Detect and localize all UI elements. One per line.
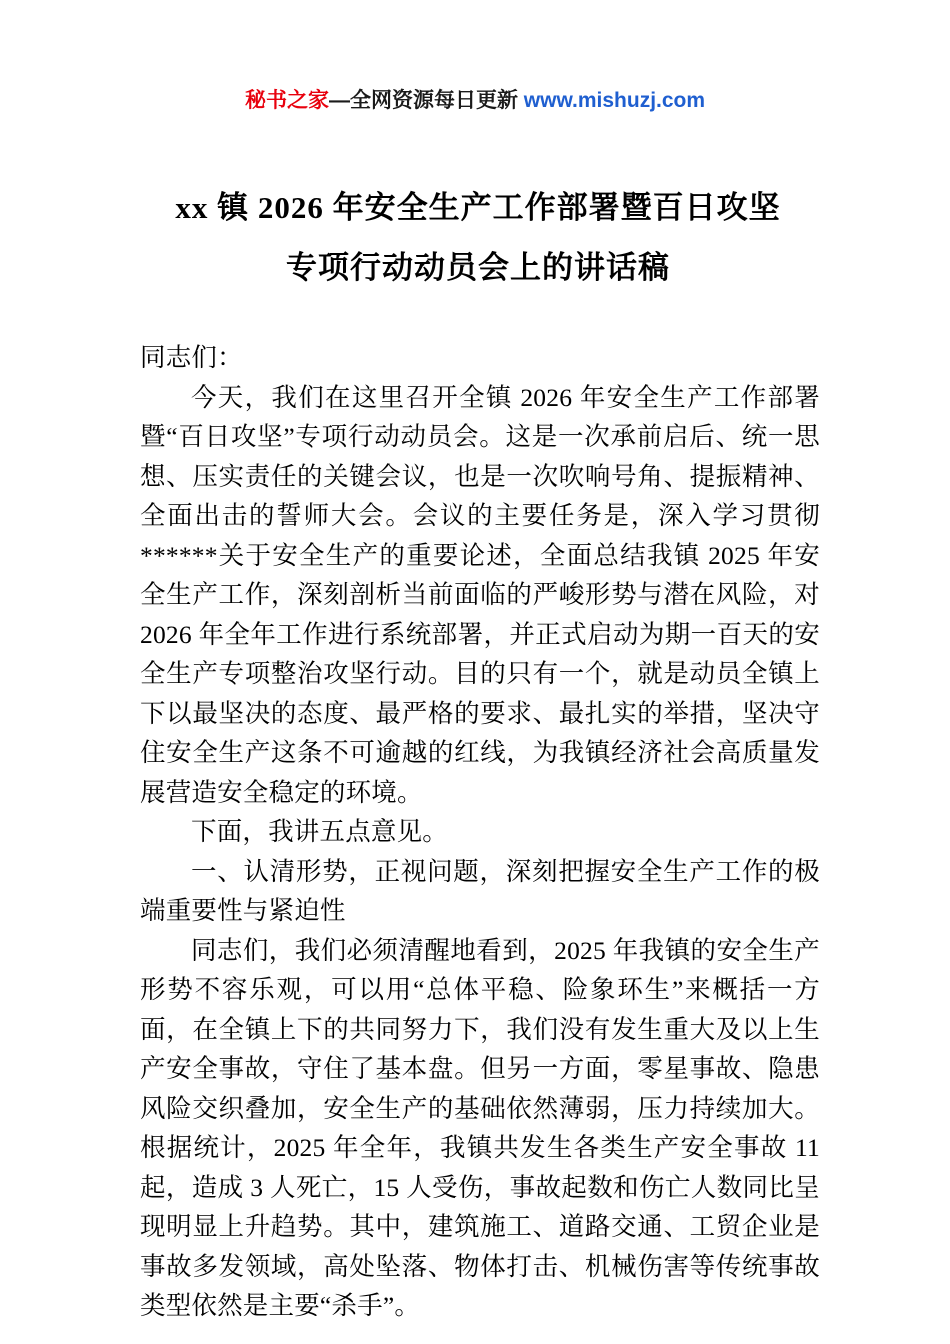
watermark-site-url: www.mishuzj.com [523,89,706,112]
page-title [128,178,828,299]
watermark-tagline: —全网资源每日更新 [328,89,524,112]
salutation: 同志们： [140,343,243,372]
body-paragraph: 下面，我讲五点意见。 [191,817,449,847]
page-title-line-2: 专项行动动员会上的讲话稿 [286,250,670,286]
page-title-line-1: xx 镇 2026 年安全生产工作部署暨百日攻坚 [175,190,781,225]
body-paragraph: 同志们，我们必须清醒地看到，2025 年我镇的安全生产形势不容乐观，可以用“总体平稳、险象环生”来概括一方面，在全镇上下的共同努力下，我们没有发生重大及以上生产安全事故，守住了基本盘。但另一方面，零星事故、隐患风险交织叠加，安全生产的基础依然薄弱，压力持续加大。根据统计，2025 年全年，我镇共发生各类生产安全事故 11 起，造成 3 人死亡，15 人受伤，事故起数和伤亡人数同比呈现明显上升趋势。其中，建筑施工、道路交通、工贸企业是事故多发领域，高处坠落、物体打击、机械伤害等传统事故类型依然是主要“杀手”。 [140,935,820,1321]
site-watermark [0,84,950,114]
body-paragraph: 一、认清形势，正视问题，深刻把握安全生产工作的极端重要性与紧迫性 [140,856,820,926]
watermark-brand: 秘书之家 [244,89,329,112]
document-body [140,338,820,1326]
body-paragraph: 今天，我们在这里召开全镇 2026 年安全生产工作部署暨“百日攻坚”专项行动动员会。这是一次承前启后、统一思想、压实责任的关键会议，也是一次吹响号角、提振精神、全面出击的誓师大会。会议的主要任务是，深入学习贯彻******关于安全生产的重要论述，全面总结我镇 2025 年安全生产工作，深刻剖析当前面临的严峻形势与潜在风险，对 2026 年全年工作进行系统部署，并正式启动为期一百天的安全生产专项整治攻坚行动。目的只有一个，就是动员全镇上下以最坚决的态度、最严格的要求、最扎实的举措，坚决守住安全生产这条不可逾越的红线，为我镇经济社会高质量发展营造安全稳定的环境。 [140,382,820,807]
